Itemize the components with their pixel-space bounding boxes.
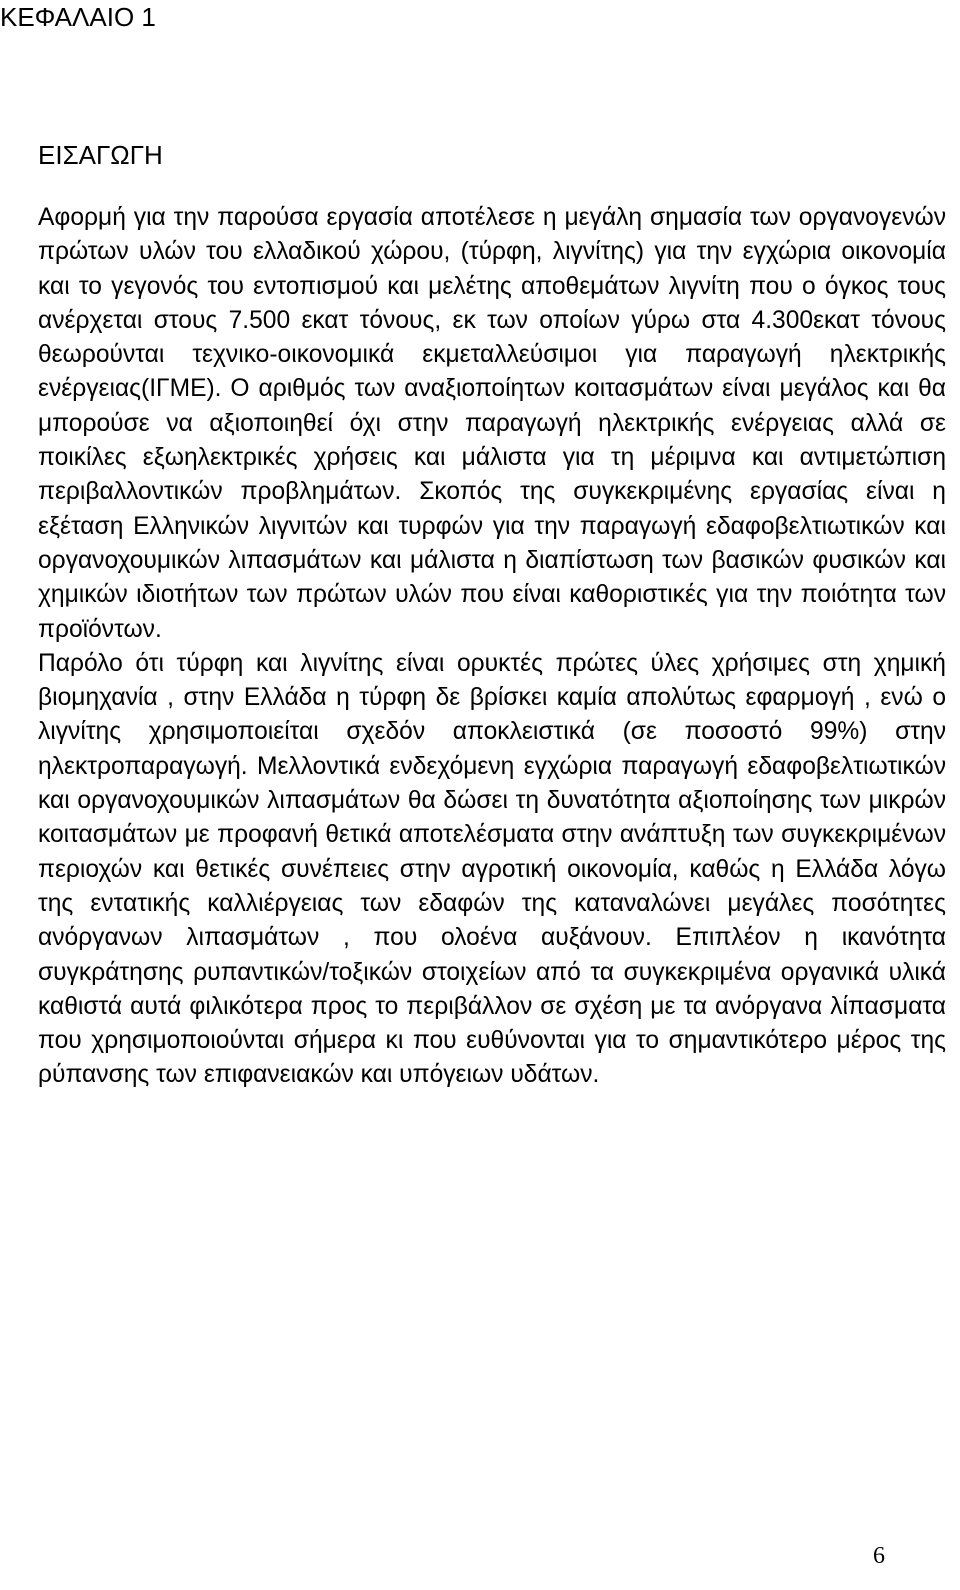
chapter-title: ΚΕΦΑΛΑΙΟ 1 — [0, 2, 156, 32]
paragraph-1: Αφορμή για την παρούσα εργασία αποτέλεσε η μεγάλη σημασία των οργανογενών πρώτων υλών του ελλαδικού χώρου, (τύρφη, λιγνίτης) για την εγχώρια οικονομία και το γεγονός του εντοπισμού και μελέτης αποθεμάτων λιγνίτη που ο όγκος τους ανέρχεται στους 7.500 εκατ τόνους, εκ των οποίων γύρω στα 4.300εκατ τόνους θεωρούνται τεχνικο-οικονομικά εκμεταλλεύσιμοι για παραγωγή ηλεκτρικής ενέργειας(ΙΓΜΕ). Ο αριθμός των αναξιοποίητων κοιτασμάτων είναι μεγάλος και θα μπορούσε να αξιοποιηθεί όχι στην παραγωγή ηλεκτρικής ενέργειας αλλά σε ποικίλες εξωηλεκτρικές χρήσεις και μάλιστα για τη μέριμνα και αντιμετώπιση περιβαλλοντικών προβλημάτων. Σκοπός της συγκεκριμένης εργασίας είναι η εξέταση Ελληνικών λιγνιτών και τυρφών για την παραγωγή εδαφοβελτιωτικών και οργανοχουμικών λιπασμάτων και μάλιστα η διαπίστωση των βασικών φυσικών και χημικών ιδιοτήτων των πρώτων υλών που είναι καθοριστικές για την ποιότητα των προϊόντων. — [38, 204, 946, 643]
page-number: 6 — [873, 1543, 885, 1569]
section-title: ΕΙΣΑΓΩΓΗ — [38, 140, 163, 170]
body-text — [38, 201, 946, 1093]
paragraph-2: Παρόλο ότι τύρφη και λιγνίτης είναι ορυκτές πρώτες ύλες χρήσιμες στη χημική βιομηχανία , στην Ελλάδα η τύρφη δε βρίσκει καμία απολύτως εφαρμογή , ενώ ο λιγνίτης χρησιμοποιείται σχεδόν αποκλειστικά (σε ποσοστό 99%) στην ηλεκτροπαραγωγή. Μελλοντικά ενδεχόμενη εγχώρια παραγωγή εδαφοβελτιωτικών και οργανοχουμικών λιπασμάτων θα δώσει τη δυνατότητα αξιοποίησης των μικρών κοιτασμάτων με προφανή θετικά αποτελέσματα στην ανάπτυξη των συγκεκριμένων περιοχών και θετικές συνέπειες στην αγροτική οικονομία, καθώς η Ελλάδα λόγω της εντατικής καλλιέργειας των εδαφών της καταναλώνει μεγάλες ποσότητες ανόργανων λιπασμάτων , που ολοένα αυξάνουν. Επιπλέον η ικανότητα συγκράτησης ρυπαντικών/τοξικών στοιχείων από τα συγκεκριμένα οργανικά υλικά καθιστά αυτά φιλικότερα προς το περιβάλλον σε σχέση με τα ανόργανα λίπασματα που χρησιμοποιούνται σήμερα κι που ευθύνονται για το σημαντικότερο μέρος της ρύπανσης των επιφανειακών και υπόγειων υδάτων. — [38, 649, 946, 1089]
